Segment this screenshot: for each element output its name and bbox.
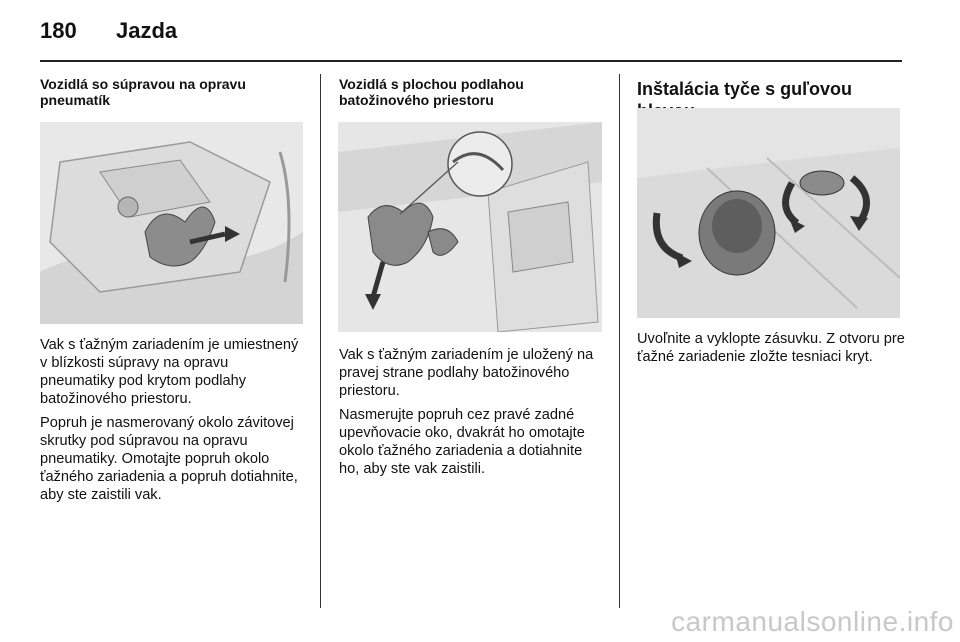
illustration-tire-repair-kit — [40, 122, 303, 324]
paragraph: Uvoľnite a vyklopte zásuvku. Z otvoru pre ťažné zariadenie zložte tesniaci kryt. — [637, 331, 905, 365]
section-heading: Inštalácia tyče s guľovou — [637, 79, 853, 99]
column-divider — [619, 74, 620, 608]
column-1-text — [40, 336, 306, 510]
illustration-tow-bar-socket — [637, 108, 900, 318]
page-header — [40, 18, 900, 62]
page-number: 180 — [40, 18, 77, 43]
column-divider — [320, 74, 321, 608]
section-heading: Vozidlá so súpravou na opravu pneumatík — [40, 76, 246, 108]
chapter-title: Jazda — [116, 18, 178, 43]
paragraph: Popruh je nasmerovaný okolo závitovej skrutky pod súpravou na opravu pneumatiky. Omotajte popruh okolo ťažného zariadenia a popruh dotiahnite, aby ste zaistili vak. — [40, 415, 298, 503]
paragraph: Vak s ťažným zariadením je umiestnený v blízkosti súpravy na opravu pneumatiky pod krytom podlahy batožinového priestoru. — [40, 337, 299, 407]
column-1 — [40, 76, 306, 108]
column-3-text — [637, 330, 905, 372]
column-2-text — [339, 346, 605, 484]
section-heading: Vozidlá s plochou podlahou batožinového priestoru — [339, 76, 524, 108]
illustration-flat-floor — [338, 122, 602, 332]
watermark: carmanualsonline.info — [671, 606, 954, 637]
paragraph: Vak s ťažným zariadením je uložený na pravej strane podlahy batožinového priestoru. — [339, 347, 594, 399]
header-rule — [40, 60, 902, 62]
paragraph: Nasmerujte popruh cez pravé zadné upevňovacie oko, dvakrát ho omotajte okolo ťažného zariadenia a dotiahnite ho, aby ste vak zaistili. — [339, 407, 585, 477]
column-2 — [339, 76, 605, 108]
